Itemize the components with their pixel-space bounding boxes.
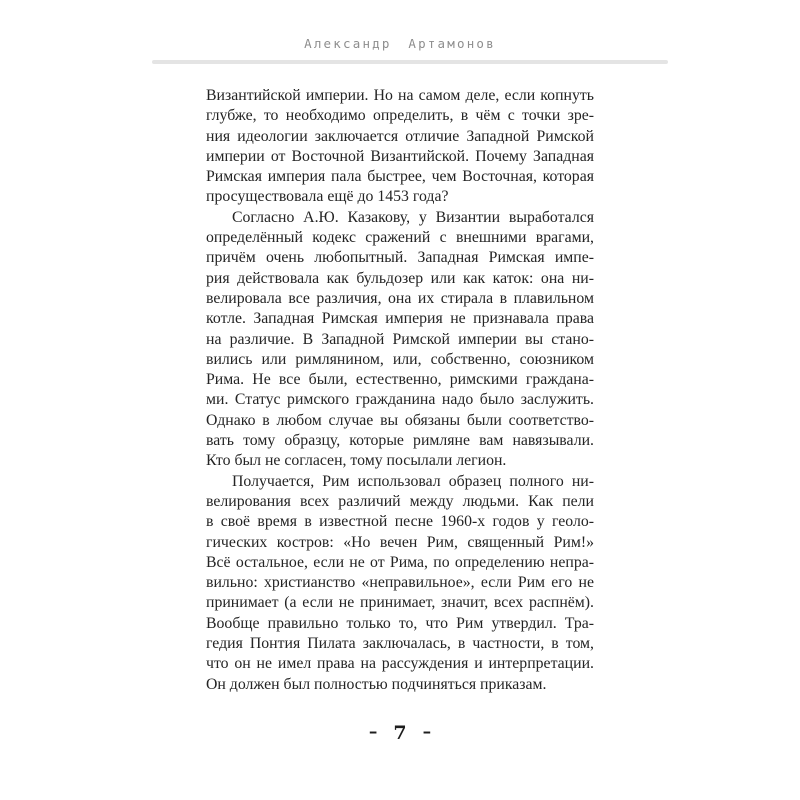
text-line: причём очень любопытный. Западная Римская импе- (206, 249, 594, 267)
text-line: принимает (а если не принимает, значит, всех распнём). (206, 594, 594, 612)
text-line: вать тому образцу, которые римляне вам навязывали. (206, 432, 594, 450)
text-line: Византийской империи. Но на самом деле, если копнуть (206, 87, 594, 104)
text-line: в своё время в известной песне 1960-х годов у геоло- (206, 513, 594, 531)
text-line: вились или римлянином, или, собственно, союзником (206, 350, 594, 368)
text-line: велирования всех различий между людьми. Как пели (206, 492, 594, 510)
text-line: Он должен был полностью подчиняться приказам. (206, 675, 547, 693)
text-line: ми. Статус римского гражданина надо было заслужить. (206, 391, 594, 409)
folio-left-dash: – (368, 722, 378, 742)
page-number: 7 (393, 722, 407, 744)
text-line: на различие. В Западной Римской империи вы стано- (206, 330, 594, 348)
header-divider-rule (152, 60, 668, 64)
text-line: гедия Понтия Пилата заключалась, в частности, в том, (206, 635, 594, 653)
text-line: Кто был не согласен, тому посылали легион. (206, 452, 507, 470)
text-line: империи от Восточной Византийской. Почему Западная (206, 147, 594, 165)
text-line: вильно: христианство «неправильное», если Рим его не (206, 574, 594, 592)
text-line: глубже, то необходимо определить, в чём с точки зре- (206, 107, 594, 125)
folio-right-dash: – (422, 722, 432, 742)
text-line: Получается, Рим использовал образец полного ни- (232, 472, 594, 490)
text-line: определённый кодекс сражений с внешними врагами, (206, 229, 594, 247)
text-line: Согласно А.Ю. Казакову, у Византии выработался (232, 208, 594, 226)
text-line: котле. Западная Римская империя не признавала права (206, 310, 594, 328)
text-line: ния идеологии заключается отличие Западной Римской (206, 127, 594, 145)
text-line: гических костров: «Но вечен Рим, священный Рим!» (206, 533, 594, 551)
text-line: Римская империя пала быстрее, чем Восточная, которая (206, 168, 594, 186)
running-head-author: Александр Артамонов (304, 36, 496, 51)
text-line: Однако в любом случае вы обязаны были соответство- (206, 411, 594, 429)
text-line: рия действовала как бульдозер или как каток: она ни- (206, 269, 594, 287)
text-line: просуществовала ещё до 1453 года? (206, 188, 449, 206)
text-line: Вообще правильно только то, что Рим утвердил. Тра- (206, 614, 594, 632)
text-line: что он не имел права на рассуждения и интерпретации. (206, 655, 594, 673)
text-line: Рима. Не все были, естественно, римскими граждана- (206, 371, 594, 389)
text-line: Всё остальное, если не от Рима, по определению непра- (206, 553, 594, 571)
text-line: велировала все различия, она их стирала в плавильном (206, 289, 594, 307)
text-column (206, 86, 594, 695)
page-footer (0, 722, 800, 744)
